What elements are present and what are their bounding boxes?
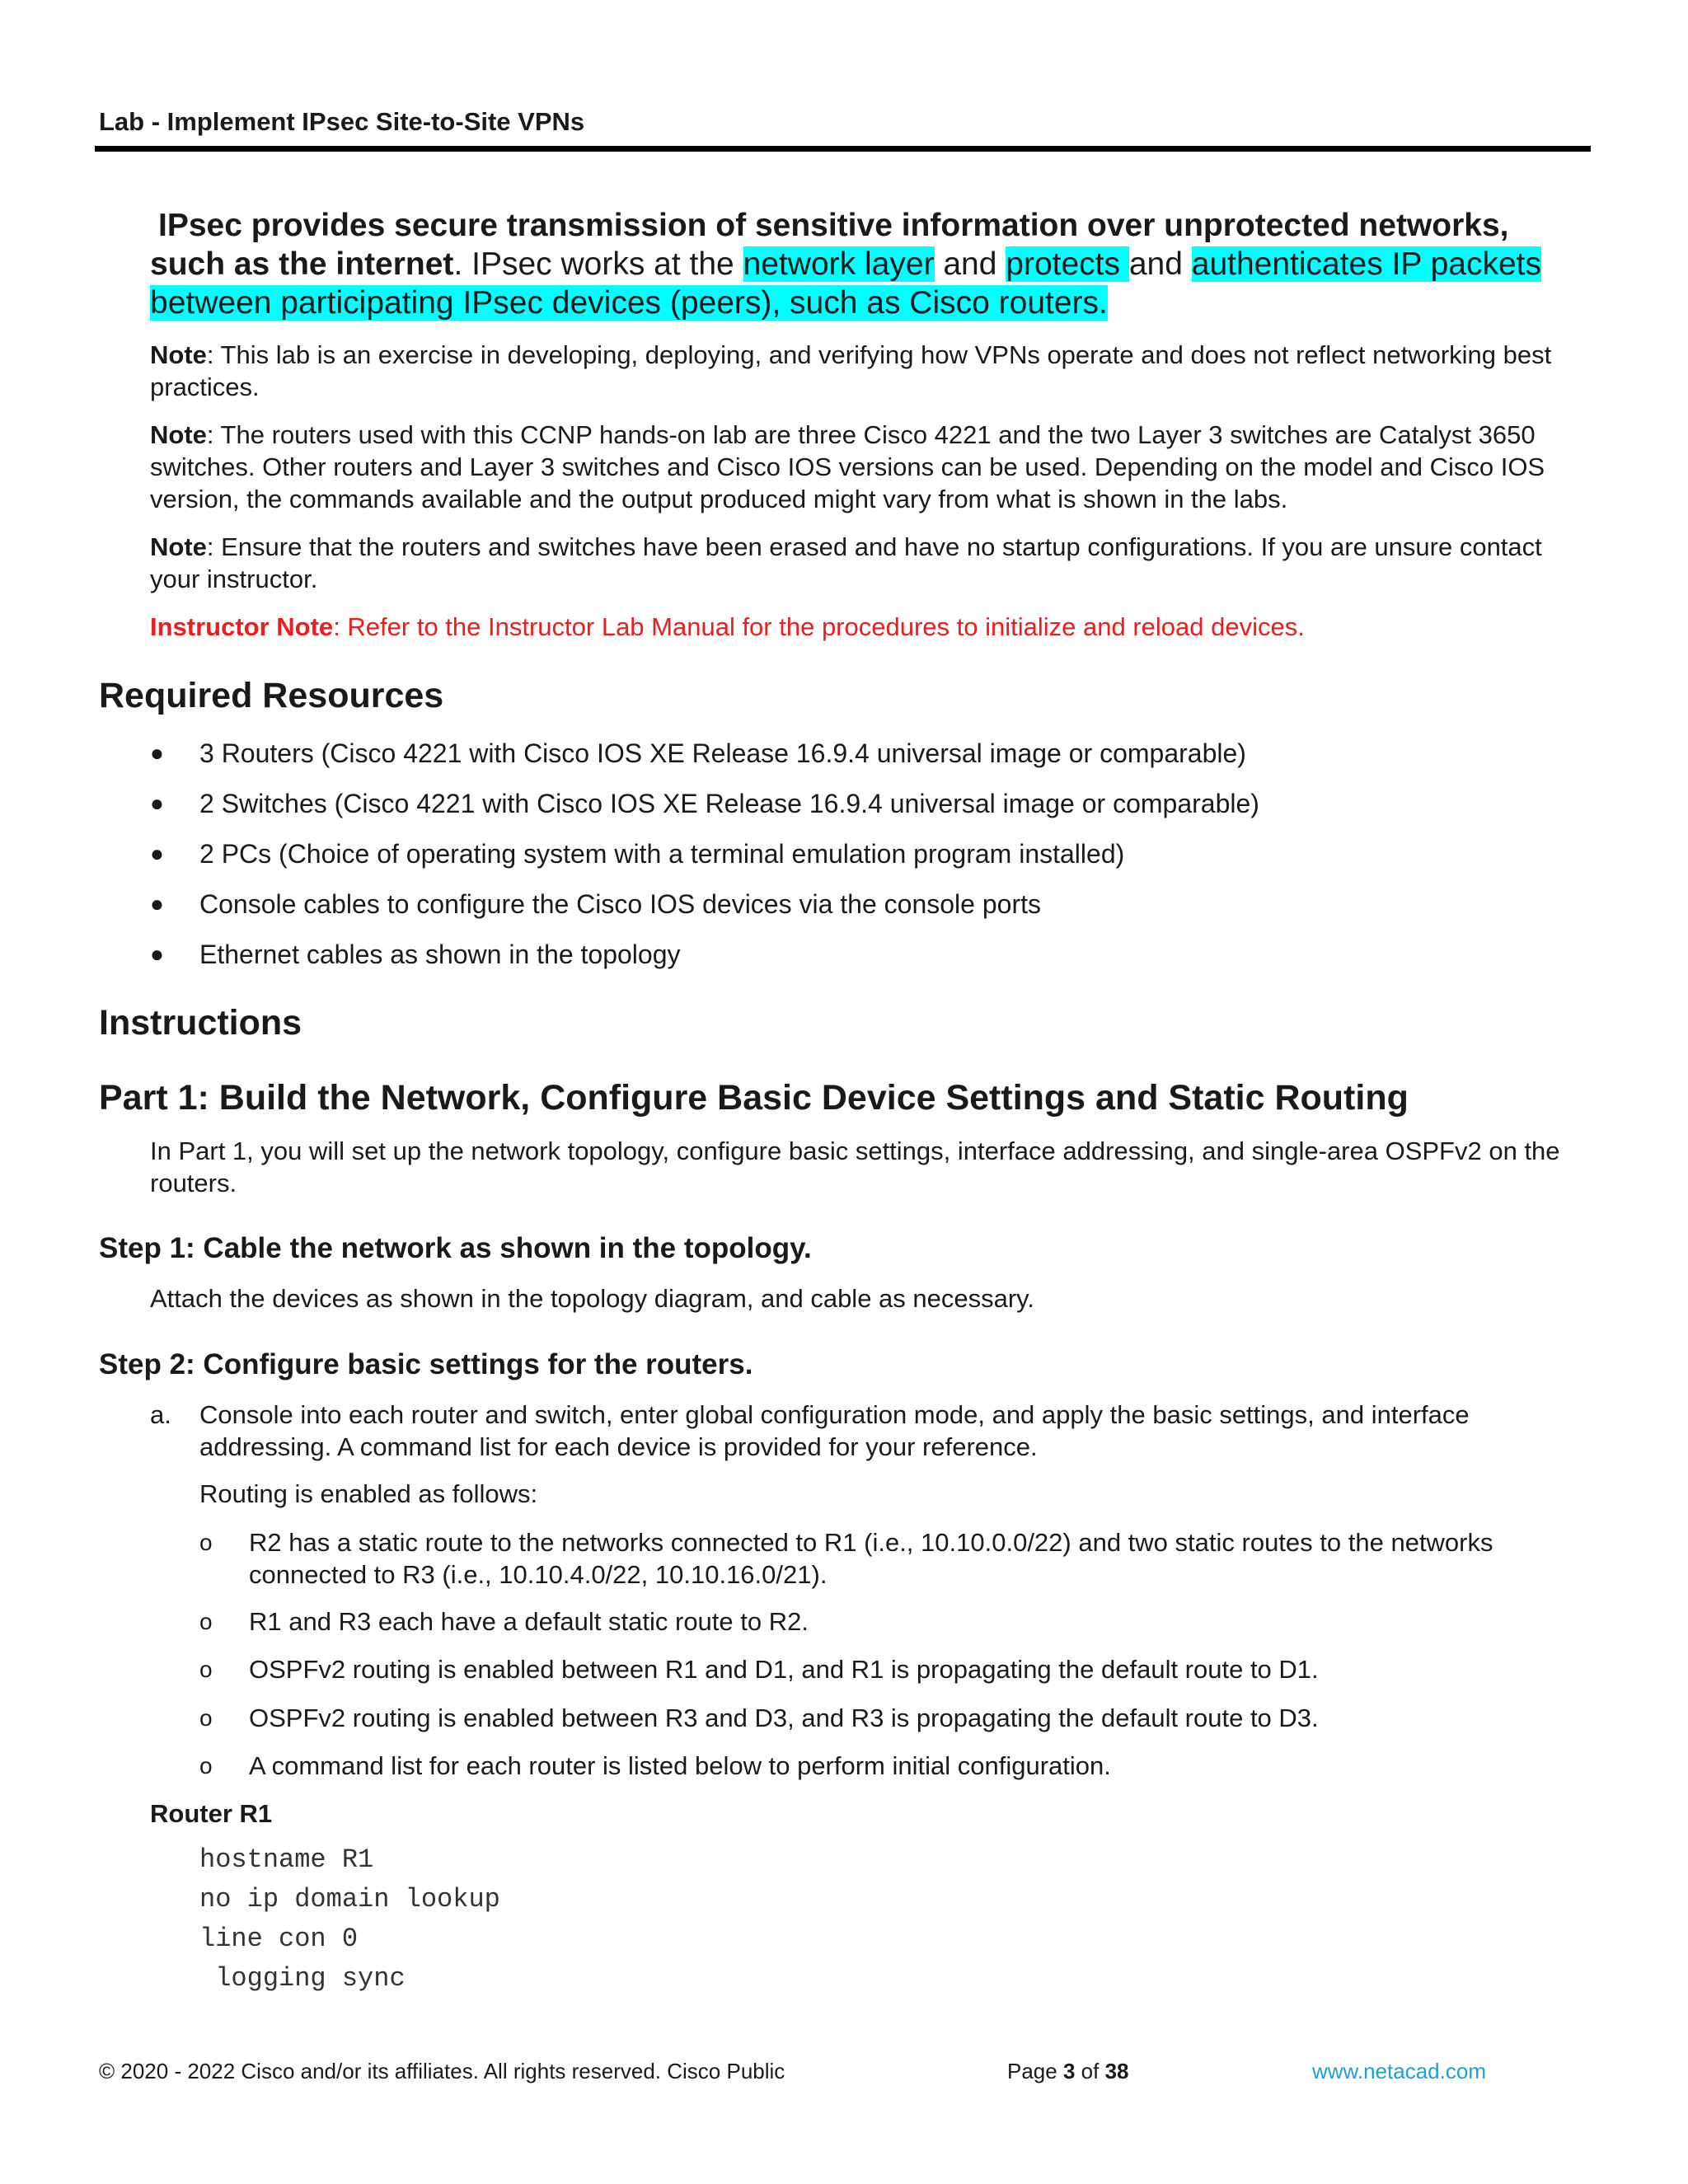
router-r1-heading [150,1797,1591,1830]
list-item-text: 2 Switches (Cisco 4221 with Cisco IOS XE Release 16.9.4 universal image or comparable) [199,789,1259,818]
part1-intro: In Part 1, you will set up the network topology, configure basic settings, interface addressing, and single-area OSPFv2 on the routers. [150,1137,1560,1197]
list-item [150,888,1041,921]
page-total: 38 [1104,2059,1129,2083]
list-item-text: 2 PCs (Choice of operating system with a terminal emulation program installed) [199,839,1125,869]
highlight-network-layer: network layer [743,246,935,282]
router-r1-heading-text: Router R1 [150,1799,273,1828]
intro-lead: IPsec provides secure transmission of sensitive information over unprotected networks, such as the internet [150,208,1509,282]
list-item [150,938,680,971]
list-item [150,837,1124,870]
footer-page-number [1007,2058,1128,2084]
list-item [199,1750,1592,1782]
list-item-text: R2 has a static route to the networks connected to R1 (i.e., 10.10.0.0/22) and two static routes to the networks connected to R3 (i.e., 10.10.4.0/22, 10.10.16.0/21). [249,1528,1493,1589]
list-item [199,1605,1592,1638]
list-item-text: R1 and R3 each have a default static route to R2. [249,1607,809,1636]
step1-text: Attach the devices as shown in the topology diagram, and cable as necessary. [150,1284,1034,1313]
list-item-text: Ethernet cables as shown in the topology [199,940,681,969]
header-rule [95,146,1591,152]
step1-heading: Step 1: Cable the network as shown in the topology. [99,1232,812,1264]
page-current: 3 [1062,2059,1076,2083]
intro-text-1: . IPsec works at the [453,246,743,282]
page-word: Page [1007,2059,1063,2083]
footer-copyright: © 2020 - 2022 Cisco and/or its affiliates. All rights reserved. Cisco Public [99,2059,785,2083]
note-2 [150,419,1591,515]
circle-bullet-icon: o [199,1753,213,1779]
bullet-icon: ● [150,841,164,866]
code-line: hostname R1 [199,1844,374,1875]
step2-heading: Step 2: Configure basic settings for the routers. [99,1348,753,1380]
list-item-text: A command list for each router is listed below to perform initial configuration. [249,1751,1111,1780]
required-resources-heading: Required Resources [99,676,444,715]
intro-paragraph [150,206,1592,322]
list-item-text: OSPFv2 routing is enabled between R3 and D3, and R3 is propagating the default route to D3. [249,1704,1319,1732]
circle-bullet-icon: o [199,1705,213,1731]
bullet-icon: ● [150,740,164,766]
note-text: : This lab is an exercise in developing, deploying, and verifying how VPNs operate and does not reflect networking best practices. [150,340,1552,401]
circle-bullet-icon: o [199,1530,213,1555]
routing-intro: Routing is enabled as follows: [199,1479,538,1508]
code-line: logging sync [199,1963,406,1994]
list-item-text: 3 Routers (Cisco 4221 with Cisco IOS XE Release 16.9.4 universal image or comparable) [199,738,1246,768]
note-label: Note [150,340,207,369]
part1-heading: Part 1: Build the Network, Configure Basic Device Settings and Static Routing [99,1078,1409,1118]
note-label: Note [150,532,207,561]
list-item [150,787,1259,820]
bullet-icon: ● [150,790,164,816]
instructor-note [150,611,1591,643]
note-text: : The routers used with this CCNP hands-on lab are three Cisco 4221 and the two Layer 3 switches are Catalyst 3650 switches. Other routers and Layer 3 switches and Cisco IOS versions can be used. Depending on the model and Cisco IOS version, the commands available and the output produced might vary from what is shown in the labs. [150,420,1545,513]
instructor-note-label: Instructor Note [150,612,334,641]
circle-bullet-icon: o [199,1609,213,1634]
list-item-text: OSPFv2 routing is enabled between R1 and D1, and R1 is propagating the default route to D1. [249,1655,1319,1684]
highlight-authenticates: authenticates IP packets between participating IPsec devices (peers), such as Cisco routers. [150,246,1541,321]
list-item [199,1653,1592,1685]
note-3 [150,531,1591,595]
page-header-title: Lab - Implement IPsec Site-to-Site VPNs [99,107,585,136]
step2-item-a-text: Console into each router and switch, enter global configuration mode, and apply the basic settings, and interface addressing. A command list for each device is provided for your reference. [199,1400,1470,1461]
footer-site-link[interactable]: www.netacad.com [1312,2059,1486,2083]
code-line: line con 0 [199,1924,359,1954]
list-item [150,737,1246,770]
note-text: : Ensure that the routers and switches have been erased and have no startup configurations. If you are unsure contact your instructor. [150,532,1542,593]
intro-text-2: and [934,246,1006,282]
list-letter: a. [150,1400,171,1429]
note-1 [150,339,1591,403]
bullet-icon: ● [150,941,164,967]
instructions-heading: Instructions [99,1003,302,1043]
intro-text-3: and [1128,246,1192,282]
list-item-text: Console cables to configure the Cisco IOS devices via the console ports [199,889,1041,919]
circle-bullet-icon: o [199,1657,213,1682]
of-word: of [1075,2059,1105,2083]
step2-item-a [150,1399,1592,1463]
list-item [199,1702,1592,1734]
note-label: Note [150,420,207,449]
list-item [199,1526,1592,1591]
code-line: no ip domain lookup [199,1884,500,1915]
bullet-icon: ● [150,891,164,916]
highlight-protects: protects [1006,246,1129,282]
instructor-note-text: : Refer to the Instructor Lab Manual for the procedures to initialize and reload devices. [333,612,1305,641]
